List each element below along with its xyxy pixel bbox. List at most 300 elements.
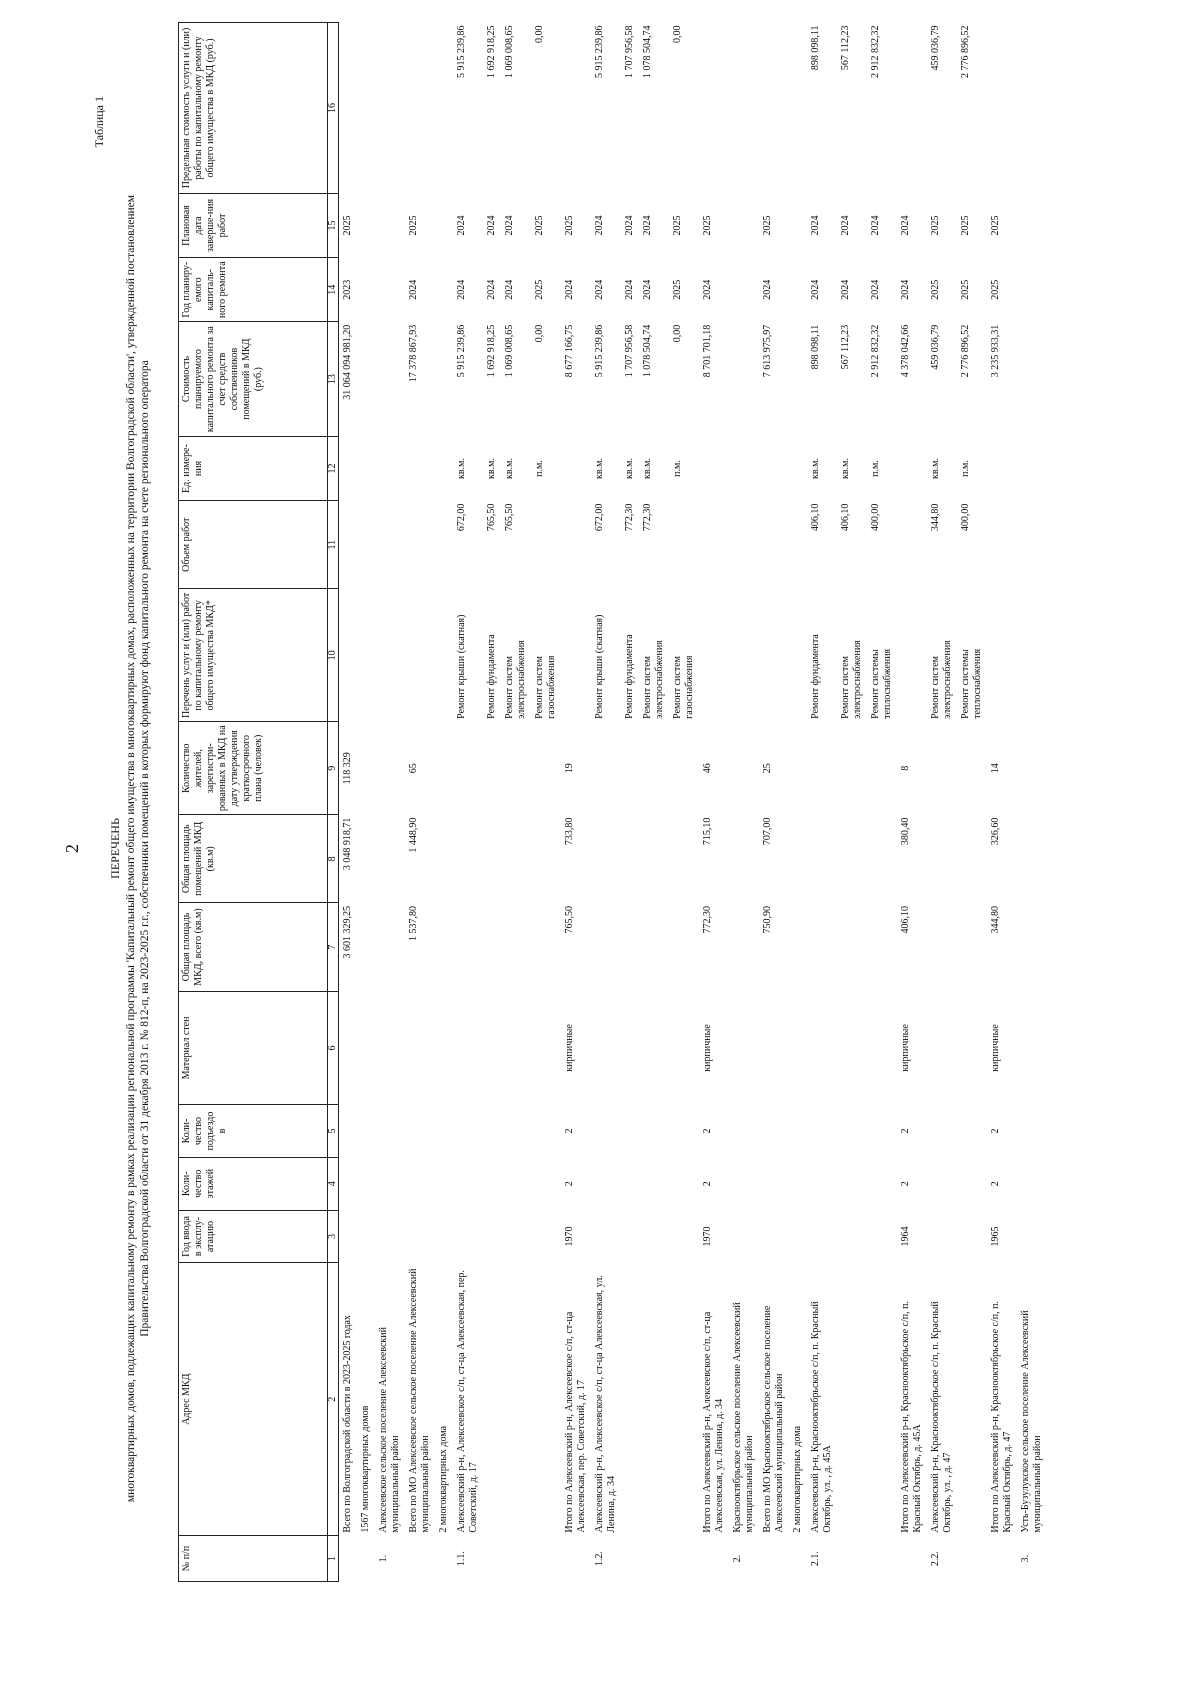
cell-total-area xyxy=(837,903,867,991)
cell-wall-material xyxy=(483,991,501,1104)
cell-residents xyxy=(669,722,699,815)
cell-row-number xyxy=(339,1536,358,1582)
cell-row-number xyxy=(789,1536,807,1582)
cell-repair-year: 2024 xyxy=(870,279,881,300)
cell-work-volume: 400,00 xyxy=(960,503,971,532)
cell-work-type xyxy=(897,589,927,722)
cell-completion-date: 2025 xyxy=(762,215,773,236)
cell-work-volume xyxy=(789,501,807,589)
cell-unit xyxy=(729,436,759,500)
cell-completion-date xyxy=(357,193,375,257)
cell-row-number xyxy=(405,1536,435,1582)
cell-residents xyxy=(639,722,669,815)
table-row xyxy=(453,23,483,1582)
cell-planned-cost: 2 776 896,52 xyxy=(960,324,971,378)
cell-entrances xyxy=(501,1105,531,1158)
table-row xyxy=(375,23,405,1582)
cell-wall-material xyxy=(807,991,837,1104)
cell-residents: 8 xyxy=(900,765,911,771)
cell-total-area: 1 537,80 xyxy=(408,905,419,941)
cell-planned-cost: 7 613 975,97 xyxy=(762,324,773,378)
cell-unit: п.м. xyxy=(960,460,971,477)
cell-floors xyxy=(789,1157,807,1210)
cell-year-built xyxy=(807,1210,837,1263)
cell-repair-year: 2024 xyxy=(564,279,575,300)
cell-completion-date: 2025 xyxy=(534,215,545,236)
cell-total-area xyxy=(591,903,621,991)
cell-work-volume xyxy=(897,501,927,589)
header-cell: Плановая дата заверше-ния работ xyxy=(179,193,328,257)
cell-premises-area: 380,40 xyxy=(900,817,911,846)
cell-year-built xyxy=(531,1210,561,1263)
cell-planned-cost: 5 915 239,86 xyxy=(594,324,605,378)
header-cell: Общая площадь МКД, всего (кв.м) xyxy=(179,903,328,991)
cell-floors xyxy=(405,1157,435,1210)
cell-premises-area xyxy=(453,815,483,903)
cell-work-type: Ремонт систем электроснабжения xyxy=(930,640,953,719)
cell-planned-cost: 8 677 166,75 xyxy=(564,324,575,378)
cell-unit xyxy=(339,436,358,500)
cell-row-number xyxy=(639,1536,669,1582)
cell-total-area: 772,30 xyxy=(702,905,713,934)
cell-premises-area xyxy=(867,815,897,903)
cell-work-type xyxy=(405,589,435,722)
cell-planned-cost: 1 692 918,25 xyxy=(486,324,497,378)
cell-entrances xyxy=(927,1105,957,1158)
column-number: 16 xyxy=(328,23,339,194)
cell-residents xyxy=(621,722,639,815)
cell-entrances: 2 xyxy=(990,1128,1001,1134)
cell-floors: 2 xyxy=(900,1181,911,1187)
cell-address xyxy=(837,1263,867,1536)
cell-address: Алексеевский р-н, Краснооктябрьское с/п, п. Красный Октябрь, ул. , д. 45А xyxy=(810,1301,833,1533)
cell-premises-area xyxy=(957,815,987,903)
cell-row-number: 1. xyxy=(378,1554,389,1563)
cell-work-volume: 765,50 xyxy=(486,503,497,532)
cell-max-cost: 459 036,79 xyxy=(930,25,941,71)
cell-work-type: Ремонт фундамента xyxy=(624,634,635,719)
cell-total-area xyxy=(483,903,501,991)
cell-residents xyxy=(435,722,453,815)
cell-residents: 25 xyxy=(762,763,773,774)
cell-premises-area xyxy=(927,815,957,903)
cell-floors xyxy=(483,1157,501,1210)
cell-work-volume xyxy=(669,501,699,589)
cell-residents xyxy=(357,722,375,815)
cell-floors xyxy=(729,1157,759,1210)
cell-planned-cost: 5 915 239,86 xyxy=(456,324,467,378)
cell-premises-area xyxy=(375,815,405,903)
cell-floors xyxy=(669,1157,699,1210)
cell-completion-date xyxy=(375,193,405,257)
cell-residents xyxy=(501,722,531,815)
cell-address xyxy=(483,1263,501,1536)
cell-residents xyxy=(807,722,837,815)
cell-year-built: 1970 xyxy=(564,1226,575,1247)
cell-row-number xyxy=(897,1536,927,1582)
column-number: 5 xyxy=(328,1105,339,1158)
cell-entrances xyxy=(531,1105,561,1158)
cell-work-volume: 406,10 xyxy=(840,503,851,532)
cell-repair-year: 2025 xyxy=(990,279,1001,300)
cell-address xyxy=(531,1263,561,1536)
cell-repair-year: 2024 xyxy=(900,279,911,300)
cell-work-volume xyxy=(729,501,759,589)
cell-unit: кв.м. xyxy=(456,458,467,479)
cell-max-cost: 0,00 xyxy=(534,25,545,43)
cell-work-volume: 765,50 xyxy=(504,503,515,532)
cell-max-cost xyxy=(435,23,453,194)
cell-total-area xyxy=(729,903,759,991)
cell-entrances xyxy=(729,1105,759,1158)
header-cell: Ед. измере-ния xyxy=(179,436,328,500)
cell-address: Алексеевский р-н, Алексеевское с/п, ст-ца Алексеевская, ул. Ленина, д. 34 xyxy=(594,1275,617,1533)
cell-max-cost: 898 098,11 xyxy=(810,25,821,71)
cell-wall-material xyxy=(789,991,807,1104)
document-title: ПЕРЕЧЕНЬ xyxy=(108,818,122,879)
table-row xyxy=(927,23,957,1582)
cell-completion-date: 2025 xyxy=(930,215,941,236)
cell-planned-cost: 3 235 933,31 xyxy=(990,324,1001,378)
cell-entrances xyxy=(867,1105,897,1158)
column-number: 7 xyxy=(328,903,339,991)
column-number: 11 xyxy=(328,501,339,589)
table-row xyxy=(639,23,669,1582)
cell-year-built: 1970 xyxy=(702,1226,713,1247)
cell-wall-material xyxy=(591,991,621,1104)
table-row xyxy=(957,23,987,1582)
cell-work-type: Ремонт систем электроснабжения xyxy=(840,640,863,719)
cell-wall-material xyxy=(375,991,405,1104)
table-row xyxy=(621,23,639,1582)
cell-row-number xyxy=(699,1536,729,1582)
cell-premises-area: 715,10 xyxy=(702,817,713,846)
cell-year-built xyxy=(339,1210,358,1263)
cell-year-built xyxy=(591,1210,621,1263)
cell-wall-material xyxy=(435,991,453,1104)
cell-total-area xyxy=(1017,903,1047,991)
cell-work-type: Ремонт системы теплоснабжения xyxy=(960,648,983,719)
cell-premises-area: 707,00 xyxy=(762,817,773,846)
cell-total-area xyxy=(531,903,561,991)
cell-address xyxy=(501,1263,531,1536)
cell-total-area xyxy=(927,903,957,991)
cell-completion-date: 2024 xyxy=(456,215,467,236)
cell-planned-cost: 0,00 xyxy=(672,324,683,343)
cell-completion-date: 2025 xyxy=(408,215,419,236)
cell-planned-cost: 31 064 094 981,20 xyxy=(342,324,353,400)
cell-unit: кв.м. xyxy=(810,458,821,479)
table-row xyxy=(837,23,867,1582)
cell-residents: 46 xyxy=(702,763,713,774)
cell-max-cost xyxy=(357,23,375,194)
cell-work-type: Ремонт фундамента xyxy=(486,634,497,719)
cell-year-built xyxy=(837,1210,867,1263)
cell-max-cost: 0,00 xyxy=(672,25,683,43)
cell-premises-area xyxy=(483,815,501,903)
cell-planned-cost: 4 378 042,66 xyxy=(900,324,911,378)
cell-repair-year: 2025 xyxy=(960,279,971,300)
cell-premises-area xyxy=(591,815,621,903)
cell-work-type: Ремонт систем газоснабжения xyxy=(672,655,695,719)
cell-premises-area xyxy=(435,815,453,903)
column-number: 14 xyxy=(328,258,339,322)
cell-completion-date: 2024 xyxy=(504,215,515,236)
cell-residents xyxy=(483,722,501,815)
cell-premises-area xyxy=(807,815,837,903)
cell-total-area xyxy=(867,903,897,991)
cell-wall-material xyxy=(639,991,669,1104)
cell-repair-year: 2024 xyxy=(762,279,773,300)
cell-repair-year: 2025 xyxy=(672,279,683,300)
cell-floors xyxy=(957,1157,987,1210)
table-row xyxy=(897,23,927,1582)
cell-premises-area: 1 448,90 xyxy=(408,817,419,853)
header-cell: Предельная стоимость услуги и (или) работы по капитальному ремонту общего имущества в МКД (руб.) xyxy=(179,23,328,194)
cell-row-number: 3. xyxy=(1020,1554,1031,1563)
cell-total-area xyxy=(669,903,699,991)
cell-row-number: 1.2. xyxy=(594,1551,605,1567)
cell-wall-material xyxy=(669,991,699,1104)
cell-year-built xyxy=(621,1210,639,1263)
cell-premises-area: 3 048 918,71 xyxy=(342,817,353,871)
cell-premises-area xyxy=(837,815,867,903)
cell-address xyxy=(957,1263,987,1536)
cell-wall-material xyxy=(1017,991,1047,1104)
cell-max-cost: 567 112,23 xyxy=(840,25,851,71)
cell-residents: 65 xyxy=(408,763,419,774)
cell-unit xyxy=(375,436,405,500)
table-row xyxy=(357,23,375,1582)
cell-work-type xyxy=(729,589,759,722)
cell-address xyxy=(669,1263,699,1536)
cell-work-type: Ремонт систем электроснабжения xyxy=(642,640,665,719)
cell-entrances xyxy=(789,1105,807,1158)
cell-planned-cost: 1 069 008,65 xyxy=(504,324,515,378)
cell-premises-area xyxy=(531,815,561,903)
cell-completion-date: 2025 xyxy=(342,215,353,236)
cell-total-area xyxy=(435,903,453,991)
cell-wall-material xyxy=(759,991,789,1104)
cell-row-number: 2. xyxy=(732,1554,743,1563)
cell-residents xyxy=(729,722,759,815)
cell-unit: кв.м. xyxy=(504,458,515,479)
header-cell: Год планиру-емого капиталь-ного ремонта xyxy=(179,258,328,322)
cell-work-volume: 672,00 xyxy=(594,503,605,532)
cell-work-volume: 672,00 xyxy=(456,503,467,532)
cell-total-area xyxy=(501,903,531,991)
cell-total-area: 750,90 xyxy=(762,905,773,934)
cell-wall-material: кирпичные xyxy=(990,1024,1001,1072)
cell-work-volume: 772,30 xyxy=(642,503,653,532)
table-row xyxy=(561,23,591,1582)
cell-address: 2 многоквартирных дома xyxy=(438,1425,449,1533)
cell-max-cost xyxy=(405,23,435,194)
cell-year-built xyxy=(435,1210,453,1263)
column-number: 2 xyxy=(328,1263,339,1536)
cell-row-number: 2.2. xyxy=(930,1551,941,1567)
cell-completion-date: 2025 xyxy=(960,215,971,236)
table-row xyxy=(789,23,807,1582)
cell-work-volume xyxy=(435,501,453,589)
cell-repair-year: 2025 xyxy=(534,279,545,300)
cell-work-volume xyxy=(1017,501,1047,589)
cell-entrances xyxy=(1017,1105,1047,1158)
cell-premises-area xyxy=(639,815,669,903)
table-row xyxy=(987,23,1017,1582)
cell-work-volume: 772,30 xyxy=(624,503,635,532)
cell-work-type xyxy=(435,589,453,722)
cell-wall-material: кирпичные xyxy=(564,1024,575,1072)
header-cell: Стоимость планируемого капитального ремонта за счет средств собственников помещений в МКД (руб.) xyxy=(179,322,328,437)
cell-floors xyxy=(501,1157,531,1210)
cell-planned-cost: 459 036,79 xyxy=(930,324,941,370)
cell-address: Итого по Алексеевский р-н, Алексеевское с/п, ст-ца Алексеевская, ул. Ленина, д. 34 xyxy=(702,1311,725,1533)
cell-max-cost: 1 078 504,74 xyxy=(642,25,653,78)
cell-address: Итого по Алексеевский р-н, Алексеевское с/п, ст-ца Алексеевская, пер. Советский, д. 17 xyxy=(564,1311,587,1533)
cell-planned-cost: 1 707 956,58 xyxy=(624,324,635,378)
cell-year-built xyxy=(669,1210,699,1263)
cell-wall-material xyxy=(531,991,561,1104)
page-number: 2 xyxy=(62,844,82,853)
cell-entrances: 2 xyxy=(702,1128,713,1134)
cell-wall-material xyxy=(501,991,531,1104)
cell-residents xyxy=(867,722,897,815)
cell-max-cost: 1 707 956,58 xyxy=(624,25,635,78)
cell-work-type xyxy=(759,589,789,722)
cell-completion-date xyxy=(1017,193,1047,257)
cell-max-cost: 5 915 239,86 xyxy=(594,25,605,78)
cell-total-area xyxy=(639,903,669,991)
cell-premises-area xyxy=(669,815,699,903)
cell-unit xyxy=(435,436,453,500)
cell-max-cost xyxy=(339,23,358,194)
cell-completion-date: 2024 xyxy=(624,215,635,236)
cell-completion-date: 2024 xyxy=(840,215,851,236)
cell-planned-cost xyxy=(789,322,807,437)
table-row xyxy=(867,23,897,1582)
cell-completion-date: 2025 xyxy=(564,215,575,236)
cell-row-number xyxy=(435,1536,453,1582)
cell-completion-date: 2024 xyxy=(642,215,653,236)
cell-row-number xyxy=(531,1536,561,1582)
table-body xyxy=(339,23,1048,1582)
cell-unit xyxy=(759,436,789,500)
cell-total-area xyxy=(357,903,375,991)
table-row xyxy=(759,23,789,1582)
cell-entrances xyxy=(807,1105,837,1158)
header-cell: Адрес МКД xyxy=(179,1263,328,1536)
cell-repair-year xyxy=(375,258,405,322)
cell-completion-date: 2025 xyxy=(702,215,713,236)
cell-row-number xyxy=(561,1536,591,1582)
cell-year-built xyxy=(639,1210,669,1263)
cell-unit xyxy=(789,436,807,500)
cell-work-type xyxy=(375,589,405,722)
cell-repair-year: 2025 xyxy=(930,279,941,300)
table-row xyxy=(501,23,531,1582)
table-row xyxy=(729,23,759,1582)
cell-work-volume: 344,80 xyxy=(930,503,941,532)
cell-max-cost: 1 069 008,65 xyxy=(504,25,515,78)
cell-row-number: 1.1. xyxy=(456,1551,467,1567)
cell-entrances xyxy=(837,1105,867,1158)
cell-work-type xyxy=(1017,589,1047,722)
header-cell: № п/п xyxy=(179,1536,328,1582)
cell-work-type: Ремонт крыши (скатная) xyxy=(456,614,467,719)
cell-address: 2 многоквартирных дома xyxy=(792,1425,803,1533)
cell-wall-material xyxy=(957,991,987,1104)
cell-unit: кв.м. xyxy=(486,458,497,479)
cell-address: Всего по МО Краснооктябрьское сельское поселение Алексеевский муниципальный район xyxy=(762,1305,785,1533)
cell-floors xyxy=(867,1157,897,1210)
cell-floors xyxy=(435,1157,453,1210)
cell-floors xyxy=(591,1157,621,1210)
cell-planned-cost: 17 378 867,93 xyxy=(408,324,419,383)
cell-wall-material xyxy=(837,991,867,1104)
cell-unit: кв.м. xyxy=(594,458,605,479)
cell-planned-cost xyxy=(435,322,453,437)
cell-planned-cost xyxy=(375,322,405,437)
cell-unit: п.м. xyxy=(534,460,545,477)
cell-unit: п.м. xyxy=(870,460,881,477)
cell-entrances xyxy=(669,1105,699,1158)
cell-year-built xyxy=(453,1210,483,1263)
cell-address: Итого по Алексеевский р-н, Краснооктябрьское с/п, п. Красный Октябрь, д. 45А xyxy=(900,1301,923,1533)
cell-unit xyxy=(1017,436,1047,500)
cell-unit: кв.м. xyxy=(624,458,635,479)
cell-address: Краснооктябрьское сельское поселение Алексеевский муниципальный район xyxy=(732,1302,755,1533)
cell-row-number xyxy=(987,1536,1017,1582)
cell-entrances xyxy=(435,1105,453,1158)
cell-work-type xyxy=(789,589,807,722)
cell-floors: 2 xyxy=(990,1181,1001,1187)
cell-year-built xyxy=(957,1210,987,1263)
cell-residents xyxy=(375,722,405,815)
cell-address: Всего по Волгоградской области в 2023-2025 годах xyxy=(342,1315,353,1533)
table-row xyxy=(669,23,699,1582)
cell-work-volume xyxy=(987,501,1017,589)
cell-unit: кв.м. xyxy=(840,458,851,479)
cell-residents: 14 xyxy=(990,763,1001,774)
cell-work-type xyxy=(987,589,1017,722)
table-row xyxy=(699,23,729,1582)
cell-year-built xyxy=(501,1210,531,1263)
cell-residents xyxy=(591,722,621,815)
cell-premises-area xyxy=(621,815,639,903)
column-number: 9 xyxy=(328,722,339,815)
cell-total-area xyxy=(621,903,639,991)
header-cell: Материал стен xyxy=(179,991,328,1104)
cell-work-type: Ремонт системы теплоснабжения xyxy=(870,648,893,719)
cell-work-type xyxy=(561,589,591,722)
cell-work-type: Ремонт крыши (скатная) xyxy=(594,614,605,719)
cell-year-built xyxy=(927,1210,957,1263)
cell-repair-year: 2024 xyxy=(702,279,713,300)
cell-floors xyxy=(453,1157,483,1210)
cell-work-type: Ремонт систем газоснабжения xyxy=(534,655,557,719)
cell-year-built: 1964 xyxy=(900,1226,911,1247)
cell-completion-date xyxy=(789,193,807,257)
cell-row-number xyxy=(357,1536,375,1582)
cell-work-type: Ремонт фундамента xyxy=(810,634,821,719)
cell-wall-material xyxy=(357,991,375,1104)
cell-total-area xyxy=(789,903,807,991)
table-row xyxy=(807,23,837,1582)
cell-work-volume xyxy=(405,501,435,589)
header-row xyxy=(179,23,328,1582)
cell-max-cost: 2 912 832,32 xyxy=(870,25,881,78)
